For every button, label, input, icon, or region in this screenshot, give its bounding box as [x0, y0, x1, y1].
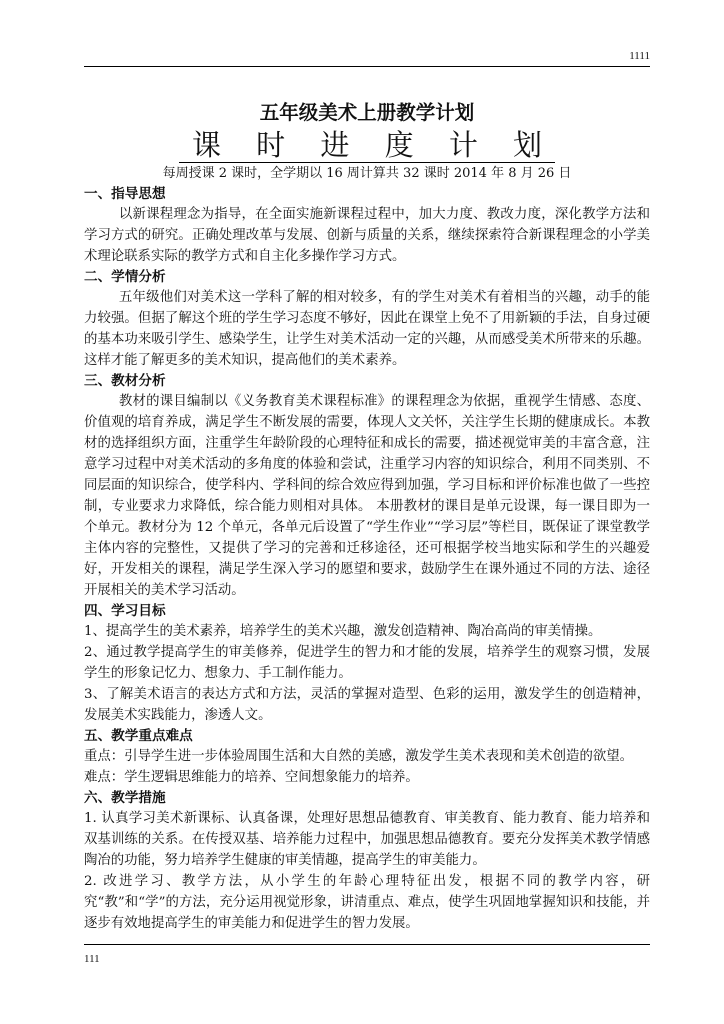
section-heading-teaching-measures: 六、教学措施	[84, 790, 166, 806]
key-point-item: 难点：学生逻辑思维能力的培养、空间想象能力的培养。	[84, 770, 419, 785]
section-heading-key-points: 五、教学重点难点	[84, 728, 193, 744]
section-heading-textbook-analysis: 三、教材分析	[84, 373, 166, 389]
section-paragraph: 五年级他们对美术这一学科了解的相对较多，有的学生对美术有着相当的兴趣，动手的能力较强。但据了解这个班的学生学习态度不够好，因此在课堂上免不了用新颖的手法，自身过硬的基本功来吸引学生、感染学生，让学生对美术活动一定的兴趣，从而感受美术所带来的乐趣。这样才能了解更多的美术知识，提高他们的美术素养。	[84, 290, 650, 368]
header-rule	[84, 66, 650, 67]
section-heading-guiding-ideology: 一、指导思想	[84, 186, 166, 202]
schedule-info: 每周授课 2 课时，全学期以 16 周计算共 32 课时 2014 年 8 月 26 日	[162, 166, 572, 181]
measure-item: 1. 认真学习美术新课标、认真备课，处理好思想品德教育、审美教育、能力教育、能力培养和双基训练的关系。在传授双基、培养能力过程中，加强思想品德教育。要充分发挥美术教学情感陶冶的功能，努力培养学生健康的审美情趣，提高学生的审美能力。	[84, 811, 650, 868]
goal-item: 3、了解美术语言的表达方式和方法，灵活的掌握对造型、色彩的运用，激发学生的创造精神，发展美术实践能力，渗透人文。	[84, 687, 650, 723]
document-subtitle	[84, 128, 650, 162]
subtitle-text: 课 时 进 度 计 划	[179, 128, 555, 163]
document-title: 五年级美术上册教学计划	[259, 101, 475, 124]
section-paragraph: 教材的课目编制以《义务教育美术课程标准》的课程理念为依据，重视学生情感、态度、价值观的培育养成，满足学生不断发展的需要，体现人文关怀，关注学生长期的健康成长。本教材的选择组织方面，注重学生年龄阶段的心理特征和成长的需要，描述视觉审美的丰富含意，注意学习过程中对美术活动的多角度的体验和尝试，注重学习内容的知识综合，利用不同类别、不同层面的知识综合，使学科内、学科间的综合效应得到加强，学习目标和评价标准也做了一些控制，专业要求力求降低，综合能力则相对具体。 本册教材的课目是单元设课，每一课目即为一个单元。教材分为 12 个单元，各单元后设置了“学生作业”“学习层”等栏目，既保证了课堂教学主体内容的完整性，又提供了学习的完善和迁移途径，还可根据学校当地实际和学生的兴趣爱好，开发相关的课程，满足学生深入学习的愿望和要求，鼓励学生在课外通过不同的方法、途径开展相关的美术学习活动。	[84, 394, 650, 598]
goal-item: 2、通过教学提高学生的审美修养，促进学生的智力和才能的发展，培养学生的观察习惯，发展学生的形象记忆力、想象力、手工制作能力。	[84, 645, 650, 681]
footer-rule	[84, 944, 650, 945]
section-paragraph: 以新课程理念为指导，在全面实施新课程过程中，加大力度、教改力度，深化教学方法和学习方式的研究。正确处理改革与发展、创新与质量的关系，继续探索符合新课程理念的小学美术理论联系实际的教学方式和自主化多操作学习方式。	[84, 207, 650, 264]
section-heading-student-analysis: 二、学情分析	[84, 269, 166, 285]
section-heading-learning-goals: 四、学习目标	[84, 603, 166, 619]
goal-item: 1、提高学生的美术素养，培养学生的美术兴趣，激发创造精神、陶冶高尚的审美情操。	[84, 624, 602, 639]
header-page-number: 1111	[629, 50, 650, 62]
measure-item: 2. 改进学习、教学方法，从小学生的年龄心理特征出发，根据不同的教学内容，研究“教”和“学”的方法，充分运用视觉形象，讲清重点、难点，使学生巩固地掌握知识和技能，并逐步有效地提高学生的审美能力和促进学生的智力发展。	[84, 874, 650, 931]
footer-page-number: 111	[84, 953, 100, 965]
key-point-item: 重点：引导学生进一步体验周围生活和大自然的美感，激发学生美术表现和美术创造的欲望。	[84, 749, 634, 764]
document-body	[84, 100, 650, 934]
